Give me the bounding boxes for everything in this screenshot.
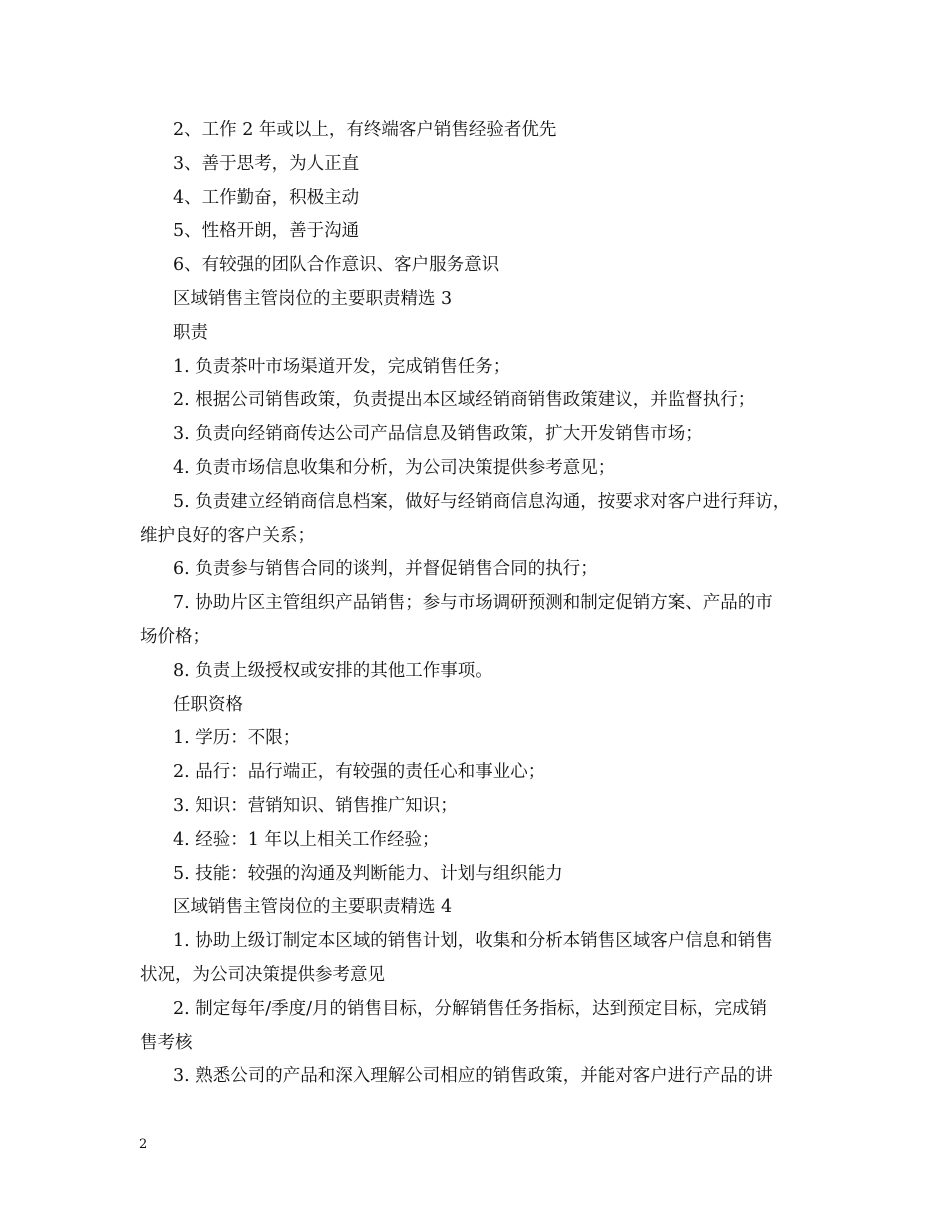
- text-line: 3. 知识：营销知识、销售推广知识；: [173, 795, 458, 816]
- text-line: 5. 负责建立经销商信息档案，做好与经销商信息沟通，按要求对客户进行拜访，: [173, 491, 791, 512]
- text-line: 7. 协助片区主管组织产品销售；参与市场调研预测和制定促销方案、产品的市: [173, 593, 773, 614]
- text-line: 状况，为公司决策提供参考意见: [140, 964, 385, 985]
- text-line: 4、工作勤奋，积极主动: [173, 187, 360, 208]
- text-line: 区域销售主管岗位的主要职责精选 3: [173, 288, 453, 309]
- text-line: 2、工作 2 年或以上，有终端客户销售经验者优先: [173, 120, 557, 140]
- text-line: 2. 制定每年/季度/月的销售目标，分解销售任务指标，达到预定目标，完成销: [173, 998, 768, 1019]
- text-line: 1. 协助上级订制定本区域的销售计划，收集和分析本销售区域客户信息和销售: [173, 931, 773, 952]
- text-line: 任职资格: [173, 694, 243, 715]
- document-body: [140, 114, 840, 1094]
- text-line: 6、有较强的团队合作意识、客户服务意识: [173, 255, 500, 276]
- text-line: 3. 负责向经销商传达公司产品信息及销售政策，扩大开发销售市场；: [173, 424, 703, 445]
- page-number: 2: [139, 1137, 148, 1152]
- text-line: 3. 熟悉公司的产品和深入理解公司相应的销售政策，并能对客户进行产品的讲: [173, 1066, 773, 1087]
- text-line: 维护良好的客户关系；: [140, 525, 315, 546]
- text-line: 3、善于思考，为人正直: [173, 153, 360, 174]
- text-line: 6. 负责参与销售合同的谈判，并督促销售合同的执行；: [173, 559, 598, 580]
- text-line: 8. 负责上级授权或安排的其他工作事项。: [173, 660, 493, 681]
- text-line: 1. 负责茶叶市场渠道开发，完成销售任务；: [173, 356, 511, 377]
- text-line: 场价格；: [140, 626, 210, 647]
- text-line: 4. 经验：1 年以上相关工作经验；: [173, 829, 440, 850]
- text-line: 区域销售主管岗位的主要职责精选 4: [173, 897, 453, 918]
- text-line: 2. 根据公司销售政策，负责提出本区域经销商销售政策建议，并监督执行；: [173, 390, 756, 411]
- text-line: 4. 负责市场信息收集和分析，为公司决策提供参考意见；: [173, 457, 616, 478]
- text-line: 5. 技能：较强的沟通及判断能力、计划与组织能力: [173, 863, 563, 884]
- text-line: 1. 学历：不限；: [173, 728, 301, 749]
- text-line: 职责: [173, 322, 208, 343]
- text-line: 2. 品行：品行端正，有较强的责任心和事业心；: [173, 762, 546, 783]
- text-line: 5、性格开朗，善于沟通: [173, 221, 360, 242]
- text-line: 售考核: [140, 1032, 193, 1053]
